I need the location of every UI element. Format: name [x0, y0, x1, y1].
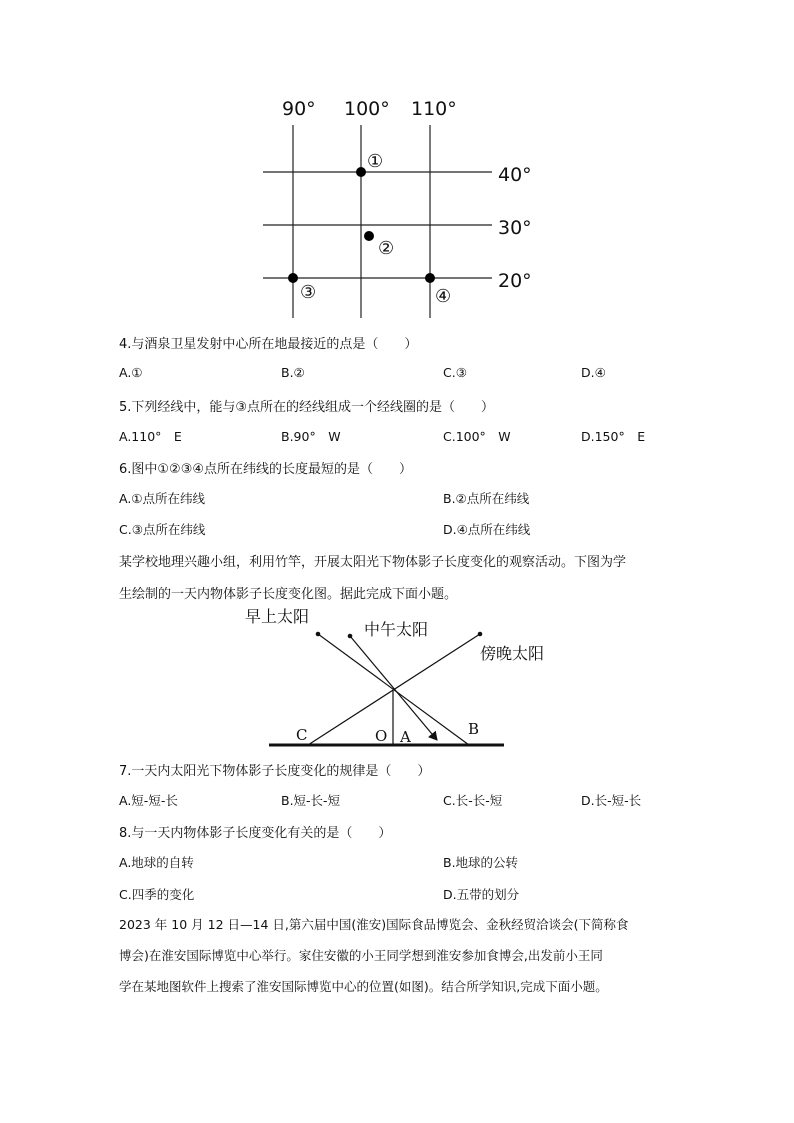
question-7-stem: 7.一天内太阳光下物体影子长度变化的规律是（ ）: [119, 764, 431, 779]
point-a-label: A: [400, 728, 411, 746]
q6-option-b[interactable]: B.②点所在纬线: [443, 491, 530, 506]
q5-option-a[interactable]: A.110° E: [119, 429, 182, 444]
question-5-stem: 5.下列经线中，能与③点所在的经线组成一个经线圈的是（ ）: [119, 400, 495, 415]
point-label: ④: [435, 286, 452, 307]
q7-option-b[interactable]: B.短-长-短: [281, 793, 341, 808]
longitude-label: 110°: [411, 98, 457, 120]
expo-intro-line-1: 2023 年 10 月 12 日—14 日,第六届中国(淮安)国际食品博览会、金秋经贸洽谈会(下简称食: [119, 917, 629, 932]
q8-option-a[interactable]: A.地球的自转: [119, 855, 194, 870]
question-6-stem: 6.图中①②③④点所在纬线的长度最短的是（ ）: [119, 462, 413, 477]
q4-option-a[interactable]: A.①: [119, 365, 143, 380]
latitude-label: 30°: [498, 217, 532, 239]
point-marker: [288, 273, 298, 283]
question-4-stem: 4.与酒泉卫星发射中心所在地最接近的点是（ ）: [119, 337, 418, 352]
q5-option-c[interactable]: C.100° W: [443, 429, 511, 444]
q6-option-a[interactable]: A.①点所在纬线: [119, 491, 206, 506]
evening-sun-dot: [478, 632, 483, 637]
shadow-intro-line-2: 生绘制的一天内物体影子长度变化图。据此完成下面小题。: [119, 587, 458, 602]
latitude-label: 20°: [498, 270, 532, 292]
lat-long-grid-figure: [0, 0, 794, 330]
expo-intro-line-3: 学在某地图软件上搜索了淮安国际博览中心的位置(如图)。结合所学知识,完成下面小题。: [119, 979, 608, 994]
latitude-label: 40°: [498, 164, 532, 186]
q6-option-d[interactable]: D.④点所在纬线: [443, 522, 531, 537]
q4-option-c[interactable]: C.③: [443, 365, 467, 380]
point-c-label: C: [296, 726, 308, 744]
point-marker: [356, 167, 366, 177]
q6-option-c[interactable]: C.③点所在纬线: [119, 522, 206, 537]
q8-option-d[interactable]: D.五带的划分: [443, 887, 520, 902]
noon-sun-dot: [348, 634, 353, 639]
q4-option-b[interactable]: B.②: [281, 365, 305, 380]
q7-option-d[interactable]: D.长-短-长: [581, 793, 642, 808]
point-b-label: B: [468, 720, 480, 738]
morning-sun-label: 早上太阳: [245, 607, 310, 626]
point-o-label: O: [375, 727, 388, 745]
evening-sun-label: 傍晚太阳: [480, 644, 545, 663]
shadow-diagram-figure: [0, 600, 794, 760]
point-label: ②: [378, 238, 395, 259]
q8-option-b[interactable]: B.地球的公转: [443, 855, 519, 870]
point-label: ③: [300, 282, 317, 303]
morning-sun-dot: [316, 632, 321, 637]
noon-sun-label: 中午太阳: [364, 620, 429, 639]
q5-option-b[interactable]: B.90° W: [281, 429, 341, 444]
point-marker: [364, 231, 374, 241]
point-label: ①: [367, 151, 384, 172]
longitude-label: 90°: [282, 98, 316, 120]
question-8-stem: 8.与一天内物体影子长度变化有关的是（ ）: [119, 826, 392, 841]
q5-option-d[interactable]: D.150° E: [581, 429, 646, 444]
q7-option-a[interactable]: A.短-短-长: [119, 793, 178, 808]
q4-option-d[interactable]: D.④: [581, 365, 606, 380]
q7-option-c[interactable]: C.长-长-短: [443, 793, 503, 808]
shadow-intro-line-1: 某学校地理兴趣小组，利用竹竿，开展太阳光下物体影子长度变化的观察活动。下图为学: [119, 555, 627, 570]
expo-intro-line-2: 博会)在淮安国际博览中心举行。家住安徽的小王同学想到淮安参加食博会,出发前小王同: [119, 948, 603, 963]
q8-option-c[interactable]: C.四季的变化: [119, 887, 195, 902]
longitude-label: 100°: [344, 98, 390, 120]
point-marker: [425, 273, 435, 283]
